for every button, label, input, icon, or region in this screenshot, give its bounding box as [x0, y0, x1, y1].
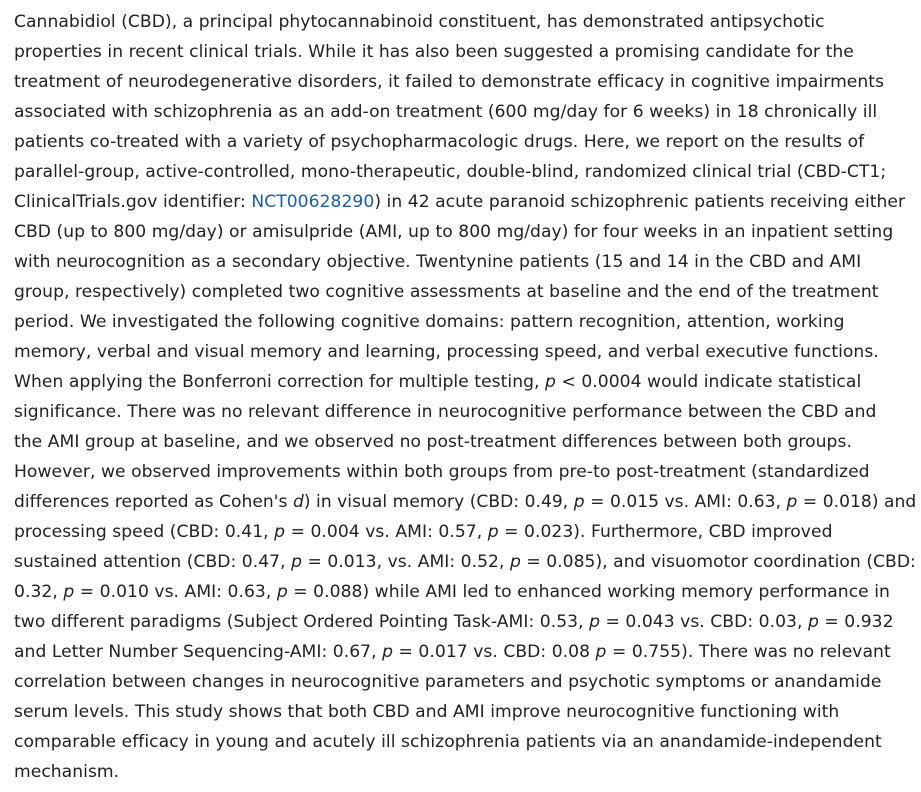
italic-symbol: d — [292, 492, 304, 512]
text-run: = 0.932 — [818, 612, 894, 632]
italic-symbol: p — [274, 522, 286, 542]
text-run: = 0.010 vs. AMI: 0.63, — [74, 582, 277, 602]
text-run: = 0.015 vs. AMI: 0.63, — [584, 492, 787, 512]
text-run: the AMI group at baseline, and we observed no post-treatment differences between both groups. — [14, 432, 852, 452]
italic-symbol: p — [807, 612, 819, 632]
italic-symbol: p — [63, 582, 75, 602]
abstract-line — [14, 247, 919, 277]
abstract-line — [14, 577, 919, 607]
abstract-line — [14, 517, 919, 547]
abstract-line — [14, 97, 919, 127]
text-run: differences reported as Cohen's — [14, 492, 293, 512]
abstract-line — [14, 667, 919, 697]
text-run: < 0.0004 would indicate statistical — [555, 372, 862, 392]
text-run: and Letter Number Sequencing-AMI: 0.67, — [14, 642, 383, 662]
text-run: associated with schizophrenia as an add-on treatment (600 mg/day for 6 weeks) in 18 chronically ill — [14, 102, 878, 122]
text-run: two different paradigms (Subject Ordered Pointing Task-AMI: 0.53, — [14, 612, 590, 632]
abstract-line — [14, 637, 919, 667]
italic-symbol: p — [786, 492, 798, 512]
text-run: When applying the Bonferroni correction for multiple testing, — [14, 372, 546, 392]
text-run: ) in 42 acute paranoid schizophrenic patients receiving either — [374, 192, 906, 212]
abstract-line — [14, 397, 919, 427]
text-run: CBD (up to 800 mg/day) or amisulpride (AMI, up to 800 mg/day) for four weeks in an inpatient setting — [14, 222, 894, 242]
clinical-trial-id-link[interactable]: NCT00628290 — [251, 192, 375, 212]
abstract-line — [14, 457, 919, 487]
text-run: ) in visual memory (CBD: 0.49, — [303, 492, 574, 512]
italic-symbol: p — [595, 642, 607, 662]
italic-symbol: p — [545, 372, 556, 392]
text-run: mechanism. — [14, 762, 120, 782]
text-run: = 0.013, vs. AMI: 0.52, — [302, 552, 510, 572]
text-run: significance. There was no relevant difference in neurocognitive performance between the CBD and — [14, 402, 877, 422]
abstract-line — [14, 607, 919, 637]
abstract-text — [14, 7, 919, 787]
text-run: = 0.004 vs. AMI: 0.57, — [285, 522, 488, 542]
abstract-line — [14, 37, 919, 67]
abstract-line — [14, 367, 919, 397]
italic-symbol: p — [589, 612, 600, 632]
abstract-line — [14, 7, 919, 37]
abstract-line — [14, 217, 919, 247]
abstract-line — [14, 487, 919, 517]
abstract-line — [14, 277, 919, 307]
text-run: = 0.043 vs. CBD: 0.03, — [600, 612, 808, 632]
abstract-line — [14, 697, 919, 727]
text-run: memory, verbal and visual memory and learning, processing speed, and verbal executive functions. — [14, 342, 879, 362]
text-run: sustained attention (CBD: 0.47, — [14, 552, 292, 572]
text-run: properties in recent clinical trials. While it has also been suggested a promising candidate for the — [14, 42, 854, 62]
text-run: group, respectively) completed two cognitive assessments at baseline and the end of the treatment — [14, 282, 879, 302]
abstract-line — [14, 127, 919, 157]
abstract-line — [14, 427, 919, 457]
text-run: period. We investigated the following cognitive domains: pattern recognition, attention, working — [14, 312, 845, 332]
abstract-line — [14, 307, 919, 337]
italic-symbol: p — [291, 552, 303, 572]
abstract-line — [14, 727, 919, 757]
text-run: = 0.018) and — [797, 492, 917, 512]
text-run: treatment of neurodegenerative disorders, it failed to demonstrate efficacy in cognitive impairments — [14, 72, 885, 92]
text-run: = 0.755). There was no relevant — [606, 642, 891, 662]
text-run: processing speed (CBD: 0.41, — [14, 522, 275, 542]
text-run: = 0.085), and visuomotor coordination (CBD: — [520, 552, 916, 572]
text-run: correlation between changes in neurocognitive parameters and psychotic symptoms or anandamide — [14, 672, 882, 692]
abstract-line — [14, 547, 919, 577]
abstract-line — [14, 187, 919, 217]
text-run: ClinicalTrials.gov identifier: — [14, 192, 252, 212]
abstract-line — [14, 757, 919, 787]
italic-symbol: p — [573, 492, 585, 512]
text-run: However, we observed improvements within both groups from pre-to post-treatment (standardized — [14, 462, 870, 482]
italic-symbol: p — [487, 522, 499, 542]
text-run: with neurocognition as a secondary objective. Twentynine patients (15 and 14 in the CBD and AMI — [14, 252, 862, 272]
text-run: 0.32, — [14, 582, 64, 602]
text-run: = 0.023). Furthermore, CBD improved — [498, 522, 833, 542]
abstract-line — [14, 157, 919, 187]
abstract-line — [14, 337, 919, 367]
text-run: patients co-treated with a variety of psychopharmacologic drugs. Here, we report on the results of — [14, 132, 865, 152]
text-run: Cannabidiol (CBD), a principal phytocannabinoid constituent, has demonstrated antipsychotic — [14, 12, 825, 32]
abstract-line — [14, 67, 919, 97]
text-run: serum levels. This study shows that both CBD and AMI improve neurocognitive functioning with — [14, 702, 840, 722]
italic-symbol: p — [382, 642, 394, 662]
text-run: = 0.088) while AMI led to enhanced working memory performance in — [287, 582, 890, 602]
text-run: comparable efficacy in young and acutely ill schizophrenia patients via an anandamide-independent — [14, 732, 882, 752]
italic-symbol: p — [509, 552, 521, 572]
text-run: = 0.017 vs. CBD: 0.08 — [393, 642, 596, 662]
italic-symbol: p — [276, 582, 288, 602]
text-run: parallel-group, active-controlled, mono-therapeutic, double-blind, randomized clinical trial (CBD-CT1; — [14, 162, 887, 182]
